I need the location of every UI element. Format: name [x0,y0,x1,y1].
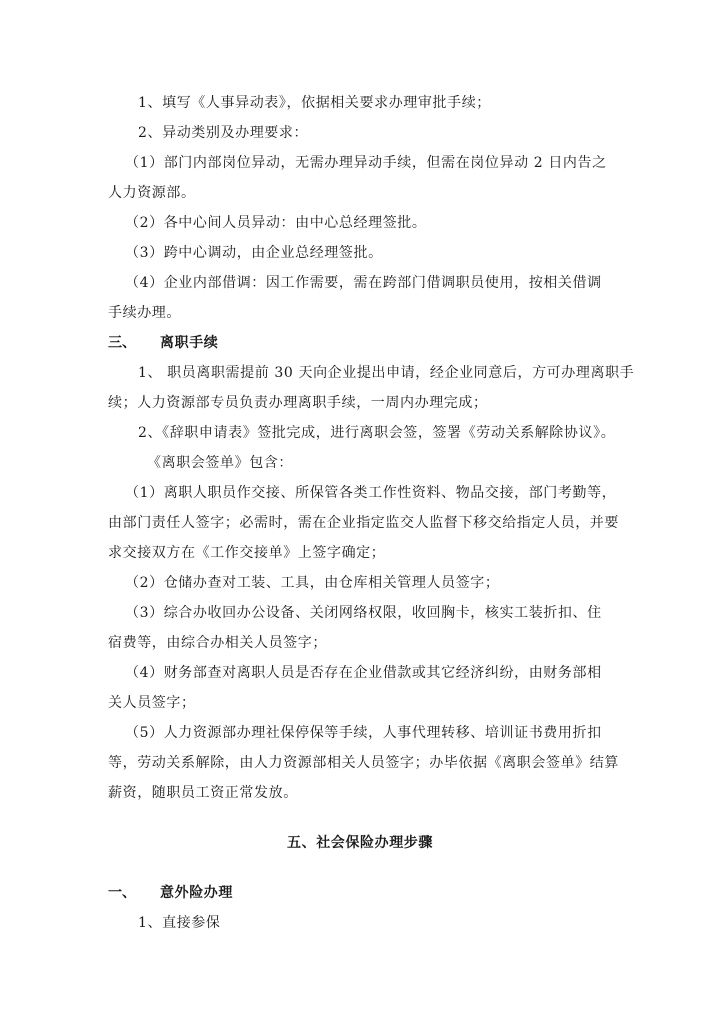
paragraph-continuation: 薪资，随职员工资正常发放。 [108,785,298,801]
paragraph: 1、直接参保 [138,915,221,931]
section-heading: 意外险办理 [160,885,233,901]
paragraph: （2）各中心间人员异动：由中心总经理签批。 [125,215,427,231]
paragraph: 1、 职员离职需提前 30 天向企业提出申请，经企业同意后，方可办理离职手 [138,365,635,381]
paragraph-continuation: 由部门责任人签字；必需时，需在企业指定监交人监督下移交给指定人员，并要 [108,515,619,531]
chapter-heading: 五、社会保险办理步骤 [287,835,433,851]
section-heading: 离职手续 [160,335,219,351]
paragraph: （4）财务部查对离职人员是否存在企业借款或其它经济纠纷，由财务部相 [125,665,602,681]
paragraph: （1）离职人职员作交接、所保管各类工作性资料、物品交接，部门考勤等， [125,485,617,501]
section-number: 三、 [108,335,136,351]
paragraph: （2）仓储办查对工装、工具，由仓库相关管理人员签字； [125,575,500,591]
paragraph: （3）综合办收回办公设备、关闭网络权限，收回胸卡，核实工装折扣、住 [125,605,602,621]
paragraph: （3）跨中心调动，由企业总经理签批。 [125,245,383,261]
paragraph-continuation: 人力资源部。 [108,185,196,201]
paragraph: 《离职会签单》包含： [147,455,293,471]
paragraph-continuation: 续；人力资源部专员负责办理离职手续，一周内办理完成； [108,395,488,411]
paragraph-continuation: 手续办理。 [108,305,181,321]
paragraph-continuation: 等，劳动关系解除，由人力资源部相关人员签字；办毕依据《离职会签单》结算 [108,755,619,771]
paragraph: （4）企业内部借调：因工作需要，需在跨部门借调职员使用，按相关借调 [125,275,602,291]
paragraph: 2、《辞职申请表》签批完成，进行离职会签，签署《劳动关系解除协议》。 [138,425,616,441]
paragraph-continuation: 关人员签字； [108,695,196,711]
paragraph: 1、填写《人事异动表》，依据相关要求办理审批手续； [138,95,491,111]
paragraph: （1）部门内部岗位异动，无需办理异动手续，但需在岗位异动 2 日内告之 [125,155,607,171]
paragraph-continuation: 求交接双方在《工作交接单》上签字确定； [108,545,386,561]
paragraph-continuation: 宿费等，由综合办相关人员签字； [108,635,327,651]
paragraph: 2、异动类别及办理要求： [138,125,309,141]
section-number: 一、 [108,885,136,901]
paragraph: （5）人力资源部办理社保停保等手续，人事代理转移、培训证书费用折扣 [125,725,602,741]
